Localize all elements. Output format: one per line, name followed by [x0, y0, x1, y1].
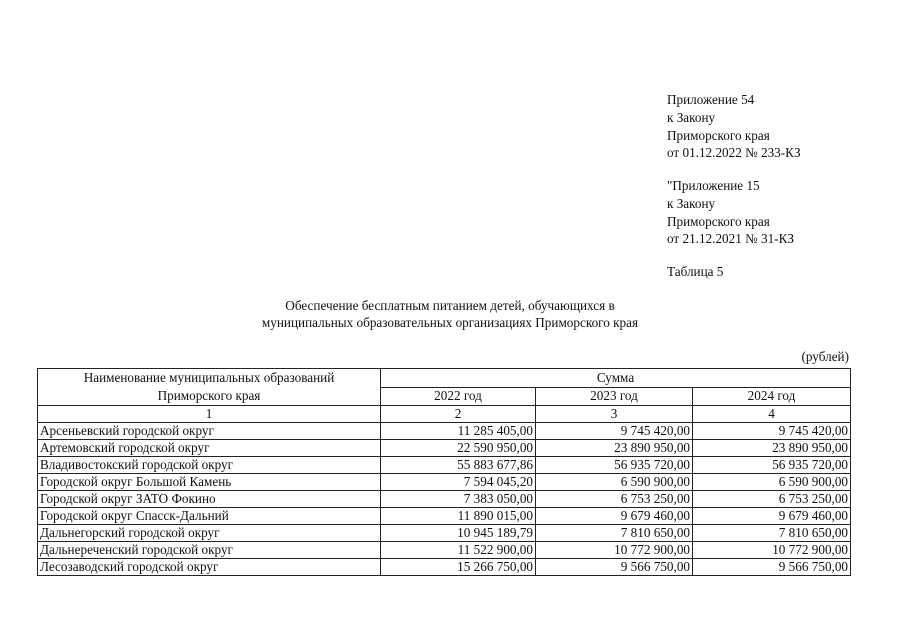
table-header-row [38, 369, 851, 388]
amount-2023: 6 753 250,00 [536, 491, 693, 508]
table-row [38, 457, 851, 474]
municipality-name: Дальнегорский городской округ [38, 525, 381, 542]
amount-2022: 55 883 677,86 [381, 457, 536, 474]
annex-line: к Закону [667, 195, 716, 211]
municipality-name: Городской округ Большой Камень [38, 474, 381, 491]
amount-2022: 11 285 405,00 [381, 423, 536, 440]
amount-2023: 7 810 650,00 [536, 525, 693, 542]
annex-line: Приложение 54 [667, 92, 755, 107]
amount-2022: 11 890 015,00 [381, 508, 536, 525]
annex-line: от 21.12.2021 № 31-КЗ [667, 231, 794, 247]
annex-reference-current [667, 91, 801, 162]
amount-2023: 6 590 900,00 [536, 474, 693, 491]
table-row [38, 440, 851, 457]
amount-2023: 9 745 420,00 [536, 423, 693, 440]
document-title-line1: Обеспечение бесплатным питанием детей, обучающихся в [285, 298, 615, 313]
amount-2024: 7 810 650,00 [693, 525, 851, 542]
amount-2022: 7 383 050,00 [381, 491, 536, 508]
amount-2022: 22 590 950,00 [381, 440, 536, 457]
column-header-sum: Сумма [381, 369, 851, 388]
amount-2023: 23 890 950,00 [536, 440, 693, 457]
amount-2023: 9 679 460,00 [536, 508, 693, 525]
units-label: (рублей) [801, 349, 849, 364]
annex-line: к Закону [667, 109, 716, 125]
amount-2022: 15 266 750,00 [381, 559, 536, 576]
amount-2024: 10 772 900,00 [693, 542, 851, 559]
amount-2023: 9 566 750,00 [536, 559, 693, 576]
amount-2024: 9 679 460,00 [693, 508, 851, 525]
municipality-name: Городской округ Спасск-Дальний [38, 508, 381, 525]
amount-2024: 6 753 250,00 [693, 491, 851, 508]
column-number: 1 [38, 406, 381, 423]
amount-2022: 7 594 045,20 [381, 474, 536, 491]
amount-2022: 11 522 900,00 [381, 542, 536, 559]
column-number: 2 [381, 406, 536, 423]
column-number: 4 [693, 406, 851, 423]
annex-line: Приморского края [667, 127, 770, 143]
table-row [38, 491, 851, 508]
table-row [38, 559, 851, 576]
annex-line: от 01.12.2022 № 233-КЗ [667, 145, 801, 161]
column-header-2024: 2024 год [693, 387, 851, 406]
municipality-name: Городской округ ЗАТО Фокино [38, 491, 381, 508]
table-row [38, 525, 851, 542]
amount-2023: 10 772 900,00 [536, 542, 693, 559]
municipality-name: Лесозаводский городской округ [38, 559, 381, 576]
annex-reference-previous [667, 177, 794, 248]
table-row [38, 542, 851, 559]
column-header-municipality: Наименование муниципальных образований Приморского края [38, 369, 381, 406]
amount-2024: 56 935 720,00 [693, 457, 851, 474]
column-header-2022: 2022 год [381, 387, 536, 406]
amount-2024: 6 590 900,00 [693, 474, 851, 491]
municipality-name: Дальнереченский городской округ [38, 542, 381, 559]
column-number: 3 [536, 406, 693, 423]
document-title-line2: муниципальных образовательных организациях Приморского края [261, 315, 639, 330]
municipality-name: Владивостокский городской округ [38, 457, 381, 474]
amount-2023: 56 935 720,00 [536, 457, 693, 474]
table-row [38, 423, 851, 440]
amount-2022: 10 945 189,79 [381, 525, 536, 542]
amount-2024: 9 566 750,00 [693, 559, 851, 576]
amount-2024: 23 890 950,00 [693, 440, 851, 457]
municipality-name: Артемовский городской округ [38, 440, 381, 457]
annex-line: Приморского края [667, 213, 770, 229]
amount-2024: 9 745 420,00 [693, 423, 851, 440]
column-number-row [38, 406, 851, 423]
table-row [38, 508, 851, 525]
annex-line: "Приложение 15 [667, 178, 760, 193]
table-label: Таблица 5 [667, 264, 724, 279]
column-header-2023: 2023 год [536, 387, 693, 406]
table-row [38, 474, 851, 491]
funding-table [37, 368, 851, 576]
municipality-name: Арсеньевский городской округ [38, 423, 381, 440]
